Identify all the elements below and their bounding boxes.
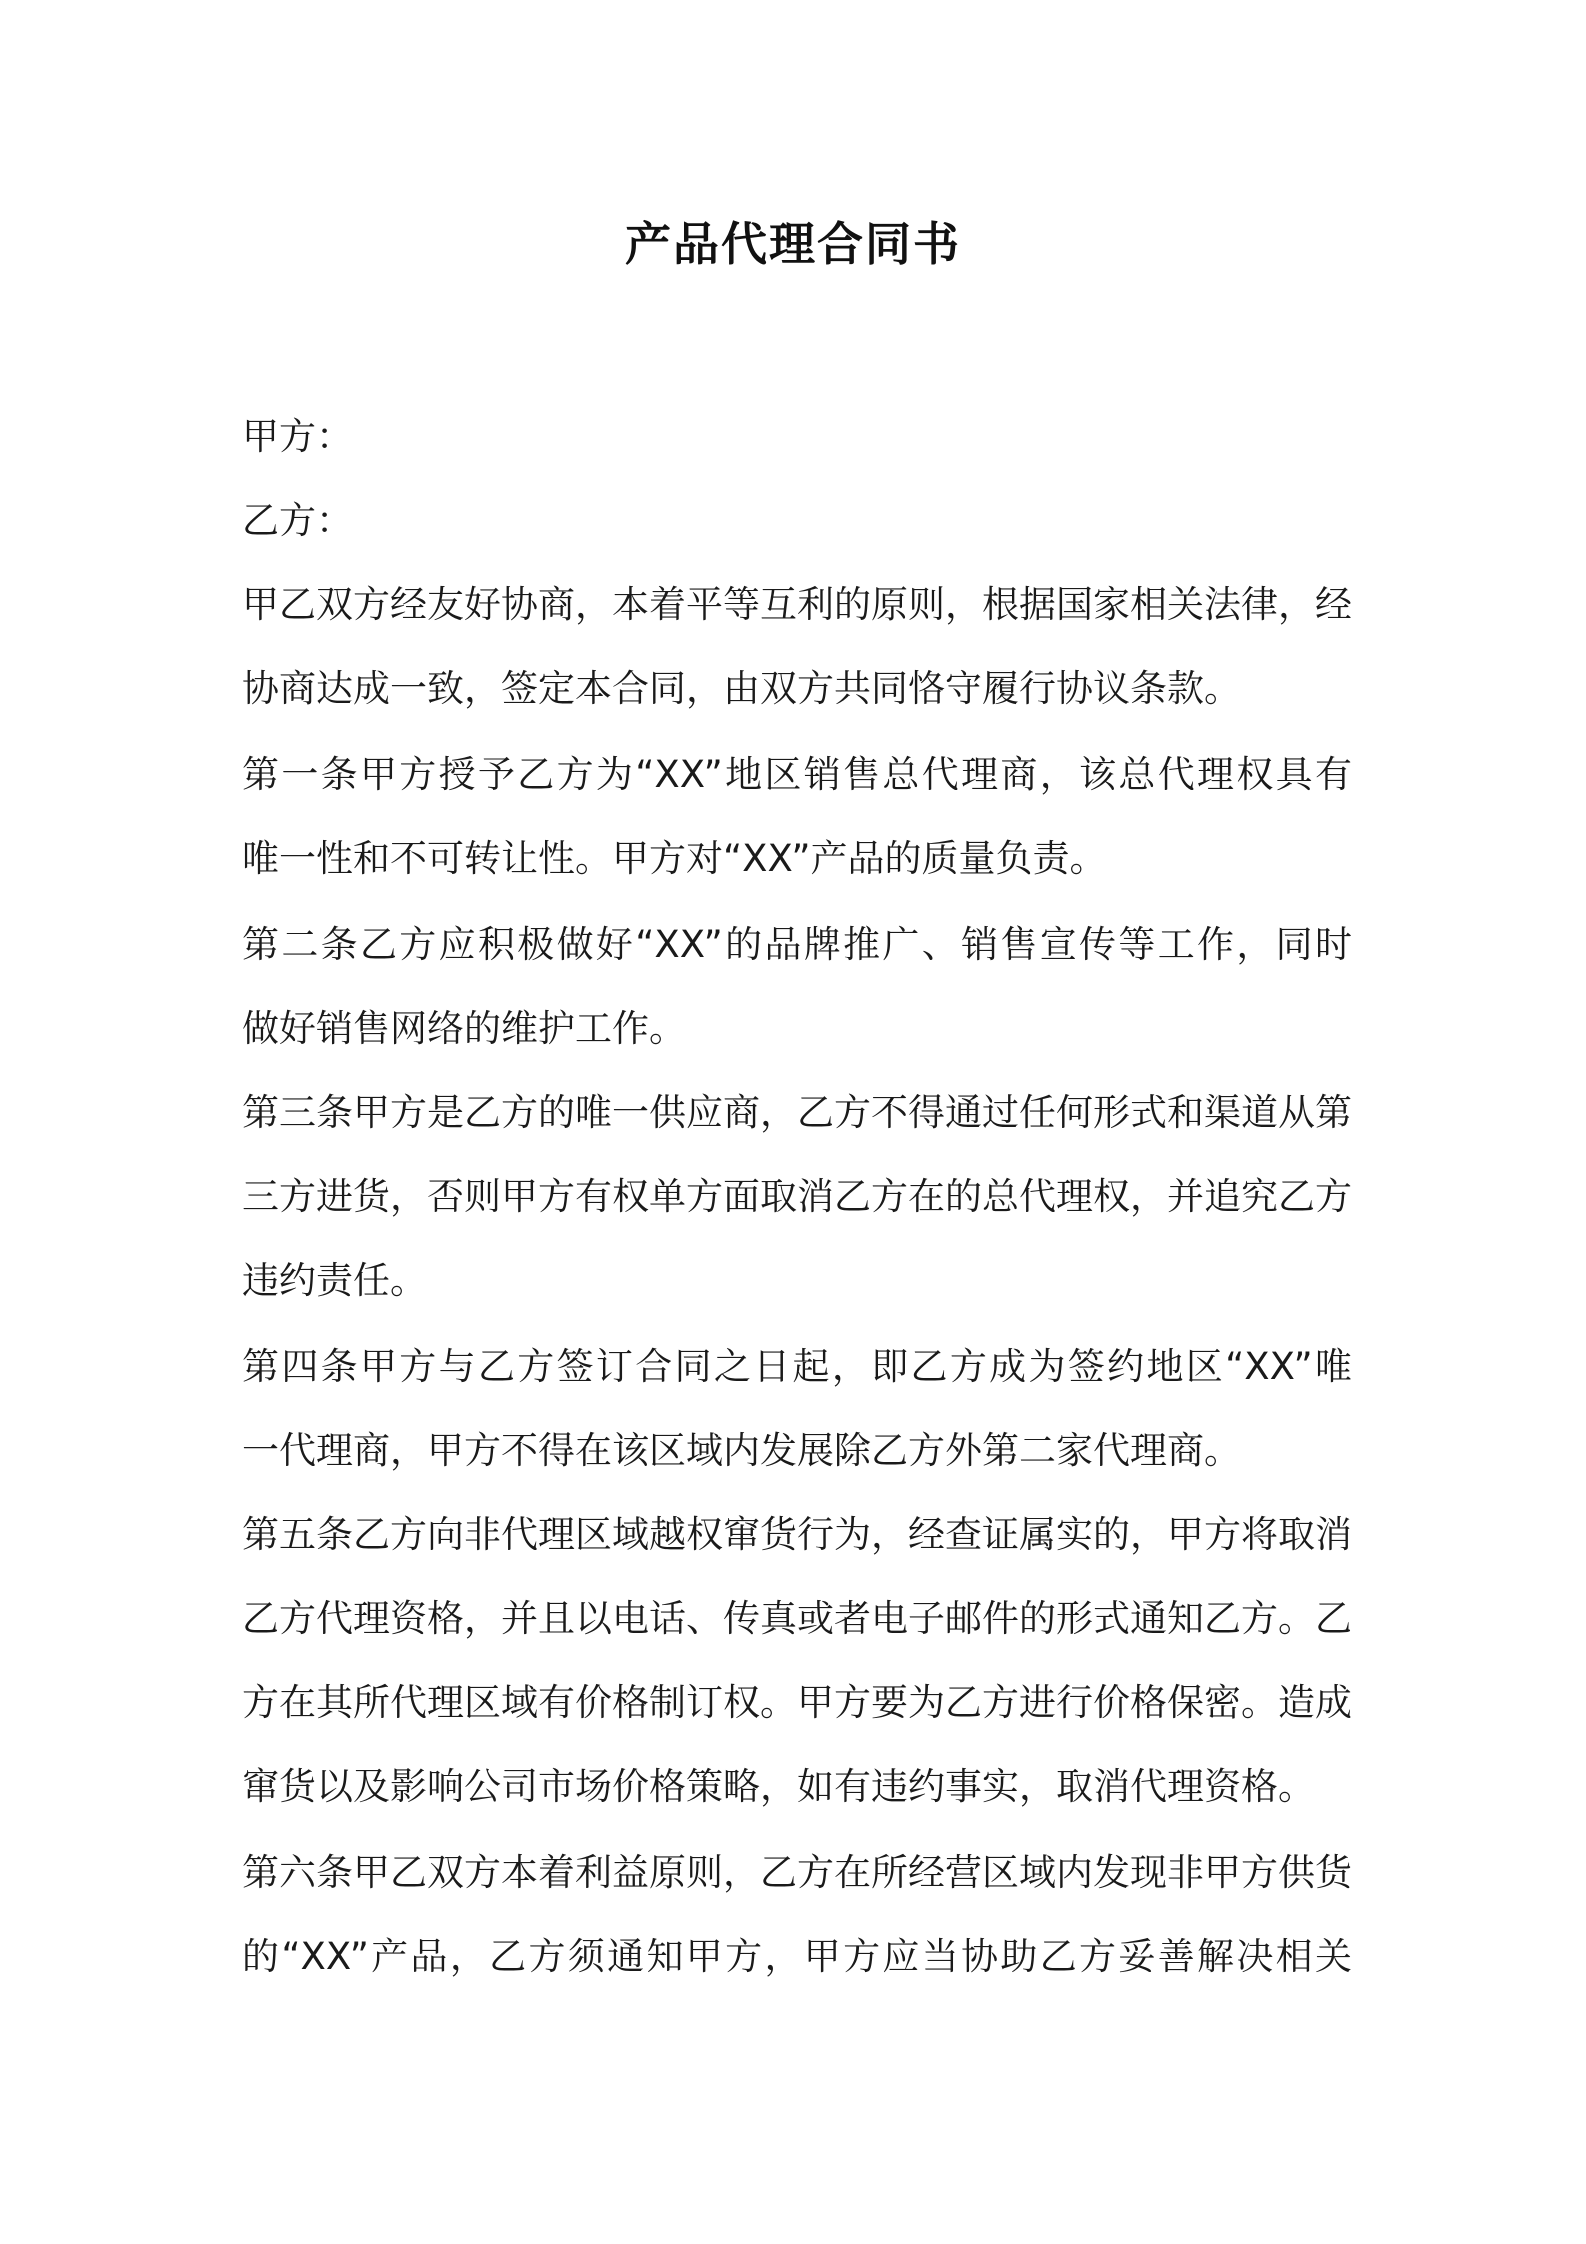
clause-1-line-1: 第一条甲方授予乙方为“XX”地区销售总代理商，该总代理权具有 (242, 753, 1352, 796)
clause-5-line-3: 方在其所代理区域有价格制订权。甲方要为乙方进行价格保密。造成 (242, 1681, 1352, 1724)
preamble-line-2: 协商达成一致，签定本合同，由双方共同恪守履行协议条款。 (242, 667, 1241, 710)
clause-5-line-1: 第五条乙方向非代理区域越权窜货行为，经查证属实的，甲方将取消 (242, 1513, 1352, 1556)
clause-4-line-2: 一代理商，甲方不得在该区域内发展除乙方外第二家代理商。 (242, 1429, 1241, 1472)
clause-3-line-2: 三方进货，否则甲方有权单方面取消乙方在的总代理权，并追究乙方 (242, 1175, 1352, 1218)
clause-5-line-4: 窜货以及影响公司市场价格策略，如有违约事实，取消代理资格。 (242, 1765, 1315, 1808)
clause-2-line-1: 第二条乙方应积极做好“XX”的品牌推广、销售宣传等工作，同时 (242, 923, 1352, 966)
clause-3-line-1: 第三条甲方是乙方的唯一供应商，乙方不得通过任何形式和渠道从第 (242, 1091, 1352, 1134)
clause-4-line-1: 第四条甲方与乙方签订合同之日起，即乙方成为签约地区“XX”唯 (242, 1345, 1352, 1388)
clause-3-line-3: 违约责任。 (242, 1259, 427, 1302)
document-title: 产品代理合同书 (625, 217, 961, 271)
clause-5-line-2: 乙方代理资格，并且以电话、传真或者电子邮件的形式通知乙方。乙 (242, 1597, 1352, 1640)
preamble-line-1: 甲乙双方经友好协商，本着平等互利的原则，根据国家相关法律，经 (242, 583, 1352, 626)
clause-1-line-2: 唯一性和不可转让性。甲方对“XX”产品的质量负责。 (242, 837, 1107, 880)
clause-6-line-2: 的“XX”产品，乙方须通知甲方，甲方应当协助乙方妥善解决相关 (242, 1935, 1352, 1978)
clause-2-line-2: 做好销售网络的维护工作。 (242, 1007, 686, 1050)
clause-6-line-1: 第六条甲乙双方本着利益原则，乙方在所经营区域内发现非甲方供货 (242, 1851, 1352, 1894)
party-b-line: 乙方： (242, 499, 353, 542)
party-a-line: 甲方： (242, 415, 353, 458)
